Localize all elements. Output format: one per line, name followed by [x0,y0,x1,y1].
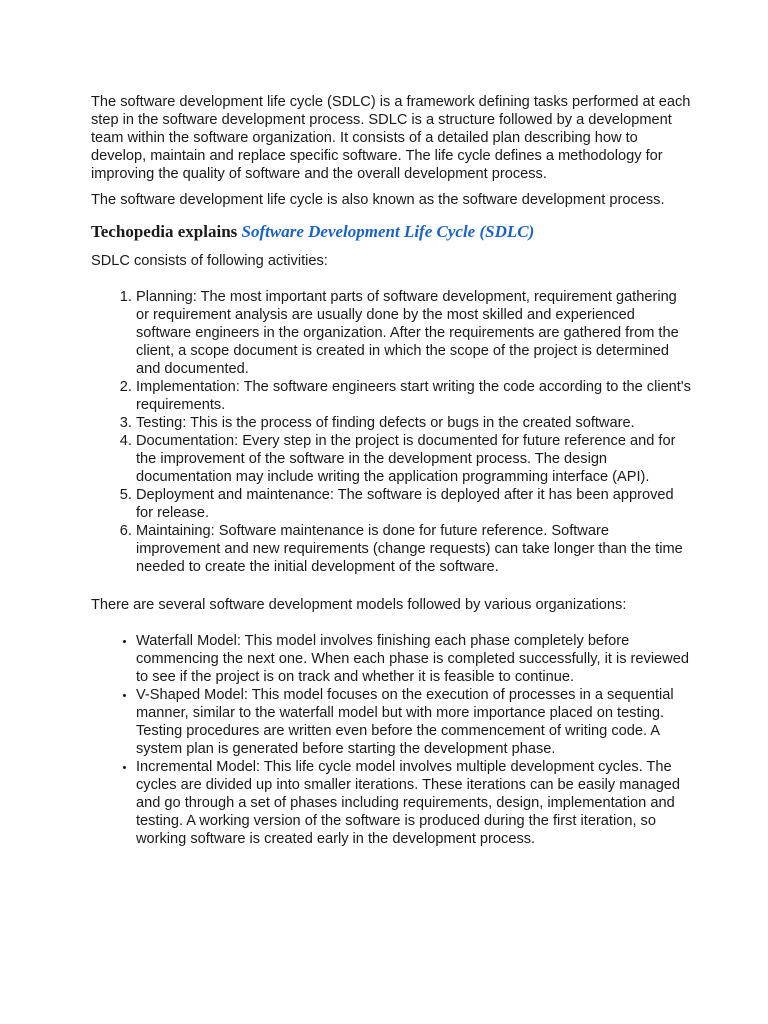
list-item: 2. Implementation: The software engineers start writing the code according to the client's requirements. [136,378,691,414]
models-lead: There are several software development models followed by various organizations: [91,597,627,613]
list-item: 4. Documentation: Every step in the project is documented for future reference and for the improvement of the software in the development process. The design documentation may include writing the application programming interface (API). [136,432,691,486]
heading-link[interactable]: Software Development Life Cycle (SDLC) [241,222,535,241]
intro-paragraph-aka: The software development life cycle is also known as the software development process. [91,192,665,208]
list-item: 1. Planning: The most important parts of software development, requirement gathering or requirement analysis are usually done by the most skilled and experienced software engineers in the organization. After the requirements are gathered from the client, a scope document is created in which the scope of the project is determined and documented. [136,288,691,378]
list-item: • V-Shaped Model: This model focuses on the execution of processes in a sequential manner, similar to the waterfall model but with more importance placed on testing. Testing procedures are written even before the commencement of writing code. A system plan is generated before starting the development phase. [136,686,691,758]
document-page [91,93,691,868]
list-item: • Incremental Model: This life cycle model involves multiple development cycles. The cycles are divided up into smaller iterations. These iterations can be easily managed and go through a set of phases including requirements, design, implementation and testing. A working version of the software is produced during the first iteration, so working software is created early in the development process. [136,758,691,848]
list-item: • Waterfall Model: This model involves finishing each phase completely before commencing the next one. When each phase is completed successfully, it is reviewed to see if the project is on track and whether it is feasible to continue. [136,632,691,686]
section-heading [91,221,691,243]
heading-prefix: Techopedia explains [91,222,242,241]
list-item: 5. Deployment and maintenance: The software is deployed after it has been approved for release. [136,486,691,522]
intro-paragraph: The software development life cycle (SDLC) is a framework defining tasks performed at each step in the software development process. SDLC is a structure followed by a development team within the software organization. It consists of a detailed plan describing how to develop, maintain and replace specific software. The life cycle defines a methodology for improving the quality of software and the overall development process. [91,94,691,182]
list-item: 3. Testing: This is the process of finding defects or bugs in the created software. [136,414,691,432]
activities-lead: SDLC consists of following activities: [91,253,328,269]
models-list [91,632,691,848]
list-item: 6. Maintaining: Software maintenance is done for future reference. Software improvement and new requirements (change requests) can take longer than the time needed to create the initial development of the software. [136,522,691,576]
activities-list [91,288,691,576]
